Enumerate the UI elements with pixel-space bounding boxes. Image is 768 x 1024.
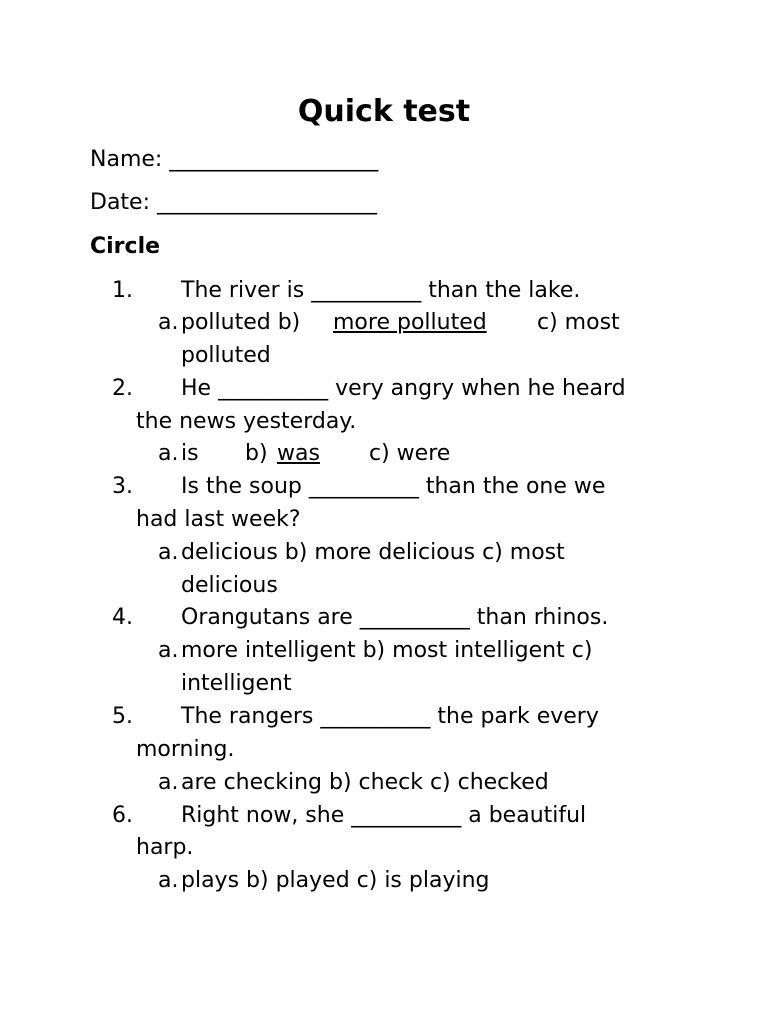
option-a-label: a. <box>158 770 179 795</box>
question-stem: He __________ very angry when he heard <box>181 376 626 401</box>
option-continuation: polluted <box>181 343 271 368</box>
section-heading: Circle <box>90 234 161 259</box>
option-a-label: a. <box>158 310 179 335</box>
option-continuation: intelligent <box>181 671 292 696</box>
date-field: Date: ____________________ <box>90 190 377 215</box>
question-number: 3. <box>112 474 133 499</box>
question-stem: Right now, she __________ a beautiful <box>181 803 587 828</box>
question-stem: The river is __________ than the lake. <box>181 278 581 303</box>
question-stem: Orangutans are __________ than rhinos. <box>181 605 609 630</box>
question-stem-continuation: morning. <box>136 737 235 762</box>
option-a-text: polluted b) <box>181 310 301 335</box>
question-stem: Is the soup __________ than the one we <box>181 474 606 499</box>
option-a-label: a. <box>158 868 179 893</box>
option-a-label: a. <box>158 441 179 466</box>
option-c-text: c) most <box>537 310 620 335</box>
option-a-label: a. <box>158 540 179 565</box>
question-stem-continuation: the news yesterday. <box>136 409 357 434</box>
question-number: 2. <box>112 376 133 401</box>
question-number: 6. <box>112 803 133 828</box>
page-title: Quick test <box>297 94 471 129</box>
options-text: more intelligent b) most intelligent c) <box>181 638 593 663</box>
options-text: delicious b) more delicious c) most <box>181 540 565 565</box>
option-b-answer: was <box>277 441 320 466</box>
options-text: plays b) played c) is playing <box>181 868 490 893</box>
name-field: Name: ___________________ <box>90 147 379 172</box>
question-stem: The rangers __________ the park every <box>181 704 599 729</box>
options-text: are checking b) check c) checked <box>181 770 549 795</box>
option-continuation: delicious <box>181 573 278 598</box>
question-number: 5. <box>112 704 133 729</box>
question-number: 4. <box>112 605 133 630</box>
question-number: 1. <box>112 278 133 303</box>
option-c-text: c) were <box>369 441 451 466</box>
option-a-text: is <box>181 441 199 466</box>
question-stem-continuation: had last week? <box>136 507 301 532</box>
question-stem-continuation: harp. <box>136 835 194 860</box>
option-b-answer: more polluted <box>333 310 487 335</box>
option-b-label: b) <box>245 441 268 466</box>
option-a-label: a. <box>158 638 179 663</box>
